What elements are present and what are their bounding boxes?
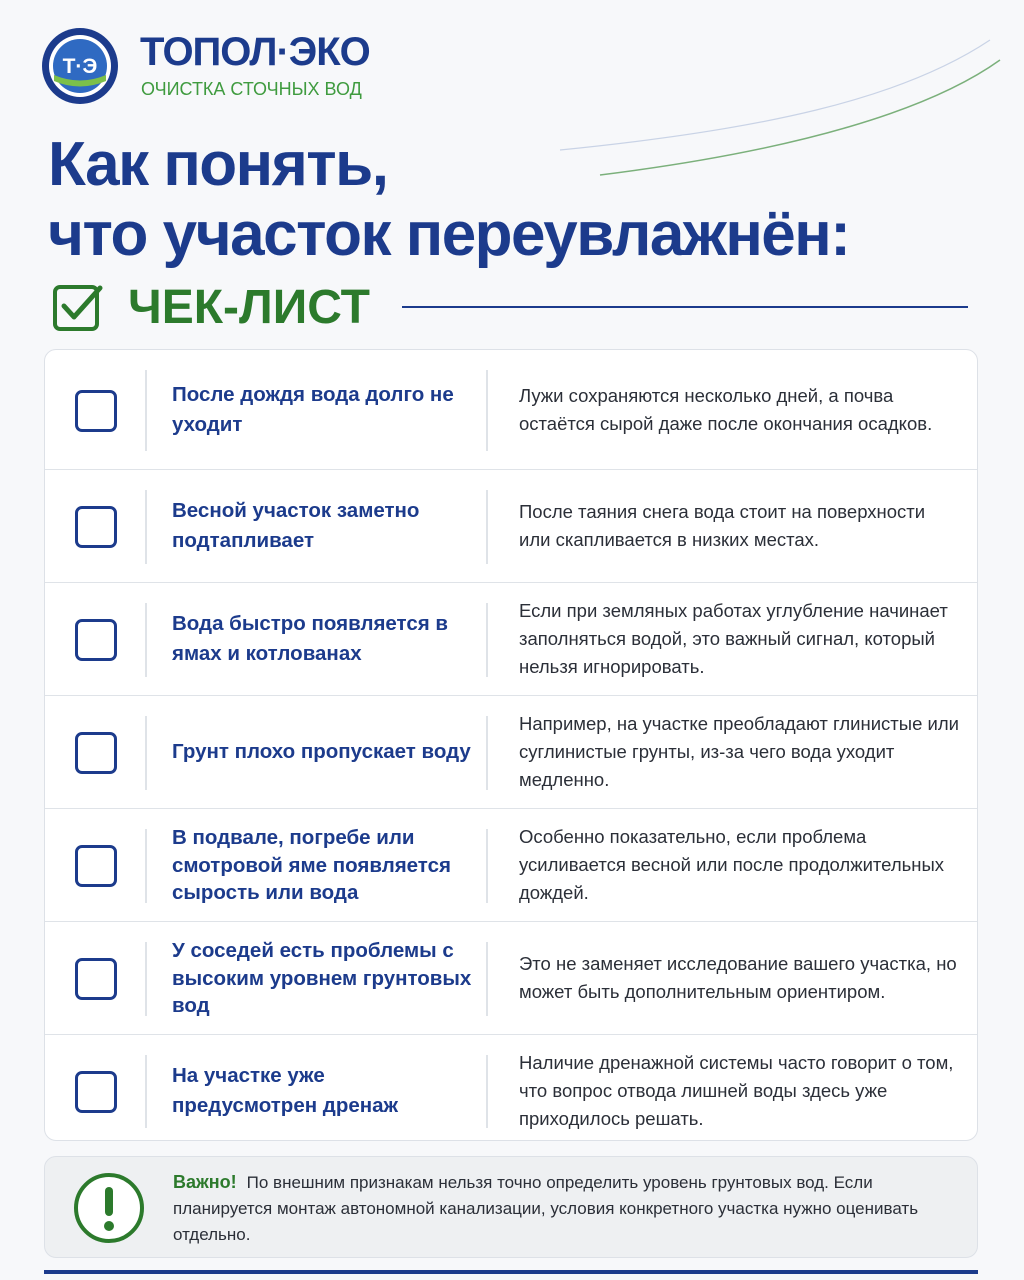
- column-divider: [145, 716, 147, 790]
- checkbox-empty-icon[interactable]: [75, 619, 117, 661]
- checkbox-empty-icon[interactable]: [75, 732, 117, 774]
- checklist-row: [45, 350, 977, 470]
- checklist-item-title: В подвале, погребе или смотровой яме появляется сырость или вода: [172, 825, 451, 904]
- column-divider: [486, 829, 488, 903]
- column-divider: [145, 829, 147, 903]
- brand-name: ТОПОЛ·ЭКО: [140, 30, 370, 74]
- checklist-item-description: Например, на участке преобладают глинистые или суглинистые грунты, из-за чего вода уходит медленно.: [519, 713, 959, 790]
- checklist-item-title: У соседей есть проблемы с высоким уровнем грунтовых вод: [172, 938, 472, 1017]
- checkbox-empty-icon[interactable]: [75, 506, 117, 548]
- important-note: [44, 1156, 978, 1258]
- logo-emblem-icon: [40, 26, 120, 106]
- page-title-line-1: Как понять,: [48, 130, 388, 199]
- checklist-label: ЧЕК-ЛИСТ: [128, 281, 370, 334]
- checkbox-empty-icon[interactable]: [75, 1071, 117, 1113]
- logo-letters: Т·Э: [62, 55, 98, 78]
- checklist-item-description: Если при земляных работах углубление начинает заполняться водой, это важный сигнал, который нельзя игнорировать.: [519, 600, 948, 677]
- brand-tagline: ОЧИСТКА СТОЧНЫХ ВОД: [141, 79, 362, 99]
- column-divider: [486, 603, 488, 677]
- checklist-card: [44, 349, 978, 1141]
- checkbox-empty-icon[interactable]: [75, 845, 117, 887]
- checklist-divider: [402, 306, 968, 308]
- checklist-item-title: Грунт плохо пропускает воду: [172, 740, 471, 763]
- checklist-row: [45, 1035, 977, 1141]
- checklist-row: [45, 922, 977, 1035]
- column-divider: [145, 490, 147, 564]
- checklist-item-description: Это не заменяет исследование вашего участка, но может быть дополнительным ориентиром.: [519, 953, 957, 1002]
- checklist-item-title: Весной участок заметно подтапливает: [172, 499, 420, 552]
- checklist-row: [45, 583, 977, 696]
- column-divider: [486, 716, 488, 790]
- checklist-row: [45, 809, 977, 922]
- checklist-item-description: После таяния снега вода стоит на поверхности или скапливается в низких местах.: [519, 501, 926, 550]
- column-divider: [486, 1055, 488, 1128]
- note-text-block: [173, 1169, 953, 1248]
- checklist-item-title: После дождя вода долго не уходит: [172, 382, 454, 436]
- checklist-row: [45, 696, 977, 809]
- checklist-item-description: Особенно показательно, если проблема усиливается весной или после продолжительных дождей.: [519, 826, 945, 903]
- column-divider: [486, 942, 488, 1016]
- checklist-item-title: На участке уже предусмотрен дренаж: [172, 1063, 399, 1117]
- column-divider: [145, 942, 147, 1016]
- checkbox-empty-icon[interactable]: [75, 390, 117, 432]
- column-divider: [486, 490, 488, 564]
- checklist-item-description: Лужи сохраняются несколько дней, а почва остаётся сырой даже после окончания осадков.: [519, 384, 933, 434]
- column-divider: [145, 1055, 147, 1128]
- checkbox-empty-icon[interactable]: [75, 958, 117, 1000]
- note-heading: Важно!: [173, 1172, 237, 1192]
- column-divider: [145, 603, 147, 677]
- checklist-row: [45, 470, 977, 583]
- page-title-line-2: что участок переувлажнён:: [48, 200, 850, 269]
- page-title: [48, 130, 849, 270]
- exclamation-circle-icon: [73, 1172, 145, 1244]
- checklist-item-title: Вода быстро появляется в ямах и котлованах: [172, 612, 448, 665]
- checklist-item-description: Наличие дренажной системы часто говорит о том, что вопрос отвода лишней воды здесь уже приходилось решать.: [519, 1051, 954, 1129]
- note-body: По внешним признакам нельзя точно определить уровень грунтовых вод. Если планируется монтаж автономной канализации, условия конкретного участка нужно оценивать отдельно.: [173, 1173, 919, 1244]
- bottom-divider: [44, 1270, 978, 1274]
- checkbox-checked-icon: [52, 282, 104, 332]
- column-divider: [145, 370, 147, 451]
- column-divider: [486, 370, 488, 451]
